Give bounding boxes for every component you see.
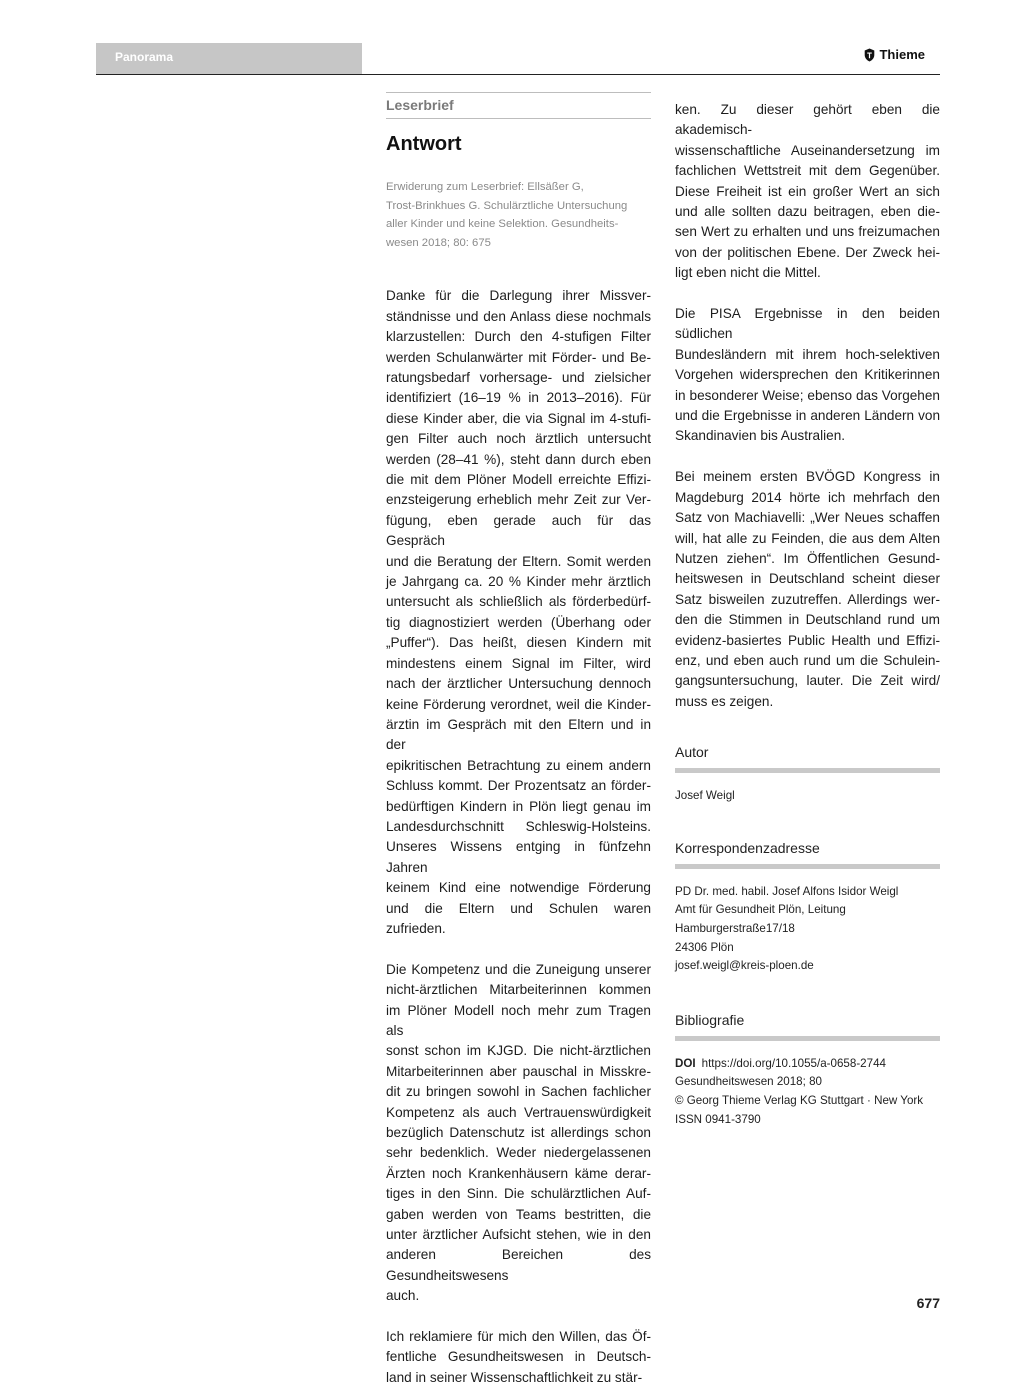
- left-body-text: [386, 286, 651, 1388]
- body-line: tiges in den Sinn. Die schulärztlichen Auf-: [386, 1186, 651, 1202]
- section-tab: Panorama: [96, 43, 362, 74]
- body-line: ständnisse und den Anlass diese nochmals: [386, 308, 651, 324]
- author-heading: Autor: [675, 744, 940, 773]
- body-line: will, hat alle zu Feinden, die aus dem Alten: [675, 530, 940, 546]
- thieme-crest-icon: [864, 48, 875, 62]
- body-line: gen Filter auch noch ärztlich untersucht: [386, 431, 651, 447]
- body-line: nicht-ärztlichen Mitarbeiterinnen kommen: [386, 982, 651, 998]
- body-line: „Puffer“). Das heißt, diesen Kindern mit: [386, 635, 651, 651]
- body-line: heitswesen in Deutschland scheint dieser: [675, 571, 940, 587]
- reference-note-line: aller Kinder und keine Selektion. Gesundheits-: [386, 218, 619, 231]
- paragraph-gap: [675, 284, 940, 304]
- doi-label: DOI: [675, 1056, 696, 1070]
- body-line: tig diagnostiziert werden (Überhang oder: [386, 614, 651, 630]
- body-line: identifiziert (16–19 % in 2013–2016). Für: [386, 390, 651, 406]
- body-line: Danke für die Darlegung ihrer Missver-: [386, 288, 651, 304]
- body-paragraph: [386, 960, 651, 1307]
- body-line: Die Kompetenz und die Zuneigung unserer: [386, 961, 651, 977]
- body-line: gaben werden von Teams bestritten, die: [386, 1206, 651, 1222]
- correspondence-section: [675, 840, 940, 976]
- doi-line: [675, 1055, 940, 1074]
- author-section: [675, 744, 940, 806]
- body-line: bezüglich Datenschutz ist allerdings schon: [386, 1125, 651, 1141]
- body-line: ligt eben nicht die Mittel.: [675, 265, 821, 281]
- body-line: Satz bisweilen zuzutreffen. Allerdings wer-: [675, 591, 940, 607]
- body-line: Landesdurchschnitt Schleswig-Holsteins.: [386, 818, 651, 834]
- body-line: diese Kinder aber, die via Signal im 4-stufi-: [386, 410, 651, 426]
- body-line: und die Ergebnisse in anderen Ländern von: [675, 408, 940, 424]
- body-line: werden Schulanwärter mit Förder- und Be-: [386, 349, 651, 365]
- body-line: Schluss kommt. Der Prozentsatz an förder-: [386, 778, 651, 794]
- body-line: Ärzten noch Krankenhäusern käme derar-: [386, 1165, 651, 1181]
- body-line: die mit dem Plöner Modell erreichte Effizi-: [386, 472, 651, 488]
- body-line: ken. Zu dieser gehört eben die akademisch-: [675, 102, 940, 138]
- correspondence-heading: Korrespondenzadresse: [675, 840, 940, 869]
- body-line: enz, und eben auch rund um die Schulein-: [675, 652, 940, 668]
- reference-note-line: Erwiderung zum Leserbrief: Ellsäßer G,: [386, 181, 584, 193]
- body-line: klarzustellen: Durch den 4-stufigen Filter: [386, 329, 651, 345]
- body-line: land in seiner Wissenschaftlichkeit zu stär-: [386, 1369, 643, 1385]
- body-line: je Jahrgang ca. 20 % Kinder mehr ärztlich: [386, 574, 651, 590]
- body-line: Magdeburg 2014 hörte ich mehrfach den: [675, 489, 940, 505]
- body-line: Vorgehen widersprechen den Kritikerinnen: [675, 367, 940, 383]
- body-line: untersucht als schließlich als förderbedürf-: [386, 594, 651, 610]
- paragraph-gap: [675, 447, 940, 467]
- body-line: sehr bedenklich. Weder niedergelassenen: [386, 1145, 651, 1161]
- body-line: und alle sollten dazu beitragen, eben die-: [675, 204, 940, 220]
- body-line: bedürftigen Kindern in Plön liegt genau im: [386, 798, 651, 814]
- body-line: Skandinavien bis Australien.: [675, 428, 846, 444]
- article-category: Leserbrief: [386, 92, 651, 119]
- right-column: [675, 100, 940, 1129]
- reference-note-line: wesen 2018; 80: 675: [386, 236, 491, 249]
- body-line: sonst schon im KJGD. Die nicht-ärztlichen: [386, 1043, 651, 1059]
- body-line: und die Beratung der Eltern. Somit werden: [386, 553, 651, 569]
- publisher-logo: [864, 47, 925, 62]
- body-line: unter ärztlicher Aufsicht stehen, wie in den: [386, 1227, 651, 1243]
- body-line: im Plöner Modell noch mehr zum Tragen als: [386, 1002, 651, 1038]
- body-line: fügung, eben gerade auch für das Gespräch: [386, 512, 651, 549]
- page-number: 677: [916, 1295, 940, 1311]
- paragraph-gap: [386, 939, 651, 959]
- body-line: werden (28–41 %), steht dann durch eben: [386, 451, 651, 467]
- article-title: Antwort: [386, 133, 462, 155]
- paragraph-gap: [386, 1307, 651, 1327]
- body-line: Unseres Wissens entging in fünfzehn Jahren: [386, 839, 651, 875]
- body-line: sen Wert zu erhalten und uns freizumachen: [675, 224, 940, 240]
- body-line: den die Stimmen in Deutschland rund um: [675, 612, 940, 628]
- body-line: anderen Bereichen des Gesundheitswesens: [386, 1247, 651, 1283]
- body-line: in besonderer Weise; ebenso das Vorgehen: [675, 387, 940, 403]
- body-line: mindestens einem Signal im Filter, wird: [386, 655, 651, 671]
- body-paragraph: [386, 286, 651, 939]
- header-rule: [96, 74, 940, 75]
- body-line: wissenschaftliche Auseinandersetzung im: [675, 142, 940, 158]
- doi-link[interactable]: https://doi.org/10.1055/a-0658-2744: [701, 1056, 886, 1070]
- address-line: PD Dr. med. habil. Josef Alfons Isidor Weigl: [675, 884, 899, 898]
- publisher-name: Thieme: [879, 47, 925, 62]
- address-line: Amt für Gesundheit Plön, Leitung: [675, 903, 846, 917]
- body-line: Mitarbeiterinnen aber pauschal in Misskre-: [386, 1063, 651, 1079]
- email-link[interactable]: josef.weigl@kreis-ploen.de: [675, 959, 814, 973]
- correspondence-address: [675, 883, 940, 976]
- body-paragraph: [675, 304, 940, 447]
- body-line: Die PISA Ergebnisse in den beiden südlichen: [675, 306, 940, 342]
- body-line: fentliche Gesundheitswesen in Deutsch-: [386, 1349, 651, 1365]
- right-body-text: [675, 100, 940, 712]
- body-paragraph: [675, 467, 940, 712]
- body-line: Kompetenz als auch Vertrauenswürdigkeit: [386, 1104, 651, 1120]
- body-line: fachlichen Wettstreit mit dem Gegenüber.: [675, 163, 940, 179]
- bibliography-heading: Bibliografie: [675, 1012, 940, 1041]
- body-line: Bundesländern mit ihrem hoch-selektiven: [675, 346, 940, 362]
- reference-note-line: Trost-Brinkhues G. Schulärztliche Untersuchung: [386, 199, 628, 212]
- body-line: evidenz-basiertes Public Health und Effizi-: [675, 632, 940, 648]
- body-paragraph: [675, 100, 940, 284]
- address-line: 24306 Plön: [675, 940, 734, 954]
- body-line: und die Eltern und Schulen waren zufrieden.: [386, 900, 651, 936]
- body-line: keinem Kind eine notwendige Förderung: [386, 880, 651, 896]
- author-name: Josef Weigl: [675, 789, 735, 803]
- bibliography-line: Gesundheitswesen 2018; 80: [675, 1075, 822, 1089]
- body-line: keine Förderung verordnet, weil die Kinder-: [386, 696, 651, 712]
- address-line: Hamburgerstraße17/18: [675, 921, 795, 935]
- body-line: muss es zeigen.: [675, 693, 774, 709]
- bibliography-text: [675, 1055, 940, 1129]
- left-column: [386, 92, 651, 1388]
- body-line: Nutzen ziehen“. Im Öffentlichen Gesund-: [675, 550, 940, 566]
- body-line: Bei meinem ersten BVÖGD Kongress in: [675, 469, 940, 485]
- body-line: epikritischen Betrachtung zu einem andern: [386, 757, 651, 773]
- body-line: ärztin im Gespräch mit den Eltern und in der: [386, 716, 651, 753]
- body-line: enzsteigerung erheblich mehr Zeit zur Ver-: [386, 492, 651, 508]
- body-line: nach der ärztlicher Untersuchung dennoch: [386, 676, 651, 692]
- reference-note: [386, 178, 651, 252]
- body-line: gangsuntersuchung, lauter. Die Zeit wird/: [675, 673, 940, 689]
- body-paragraph: [386, 1327, 651, 1388]
- body-line: auch.: [386, 1288, 420, 1304]
- bibliography-section: [675, 1012, 940, 1129]
- bibliography-line: © Georg Thieme Verlag KG Stuttgart · New York: [675, 1093, 924, 1107]
- body-line: von der politischen Ebene. Der Zweck hei-: [675, 244, 940, 260]
- body-line: dit zu bringen sowohl in Sachen fachlicher: [386, 1084, 651, 1100]
- body-line: ratungsbedarf vorhersage- und zielsicher: [386, 370, 651, 385]
- bibliography-line: ISSN 0941-3790: [675, 1112, 761, 1126]
- body-line: Diese Freiheit ist ein großer Wert an sich: [675, 183, 940, 199]
- body-line: Satz von Machiavelli: „Wer Neues schaffen: [675, 510, 940, 526]
- body-line: Ich reklamiere für mich den Willen, das Öf-: [386, 1329, 651, 1345]
